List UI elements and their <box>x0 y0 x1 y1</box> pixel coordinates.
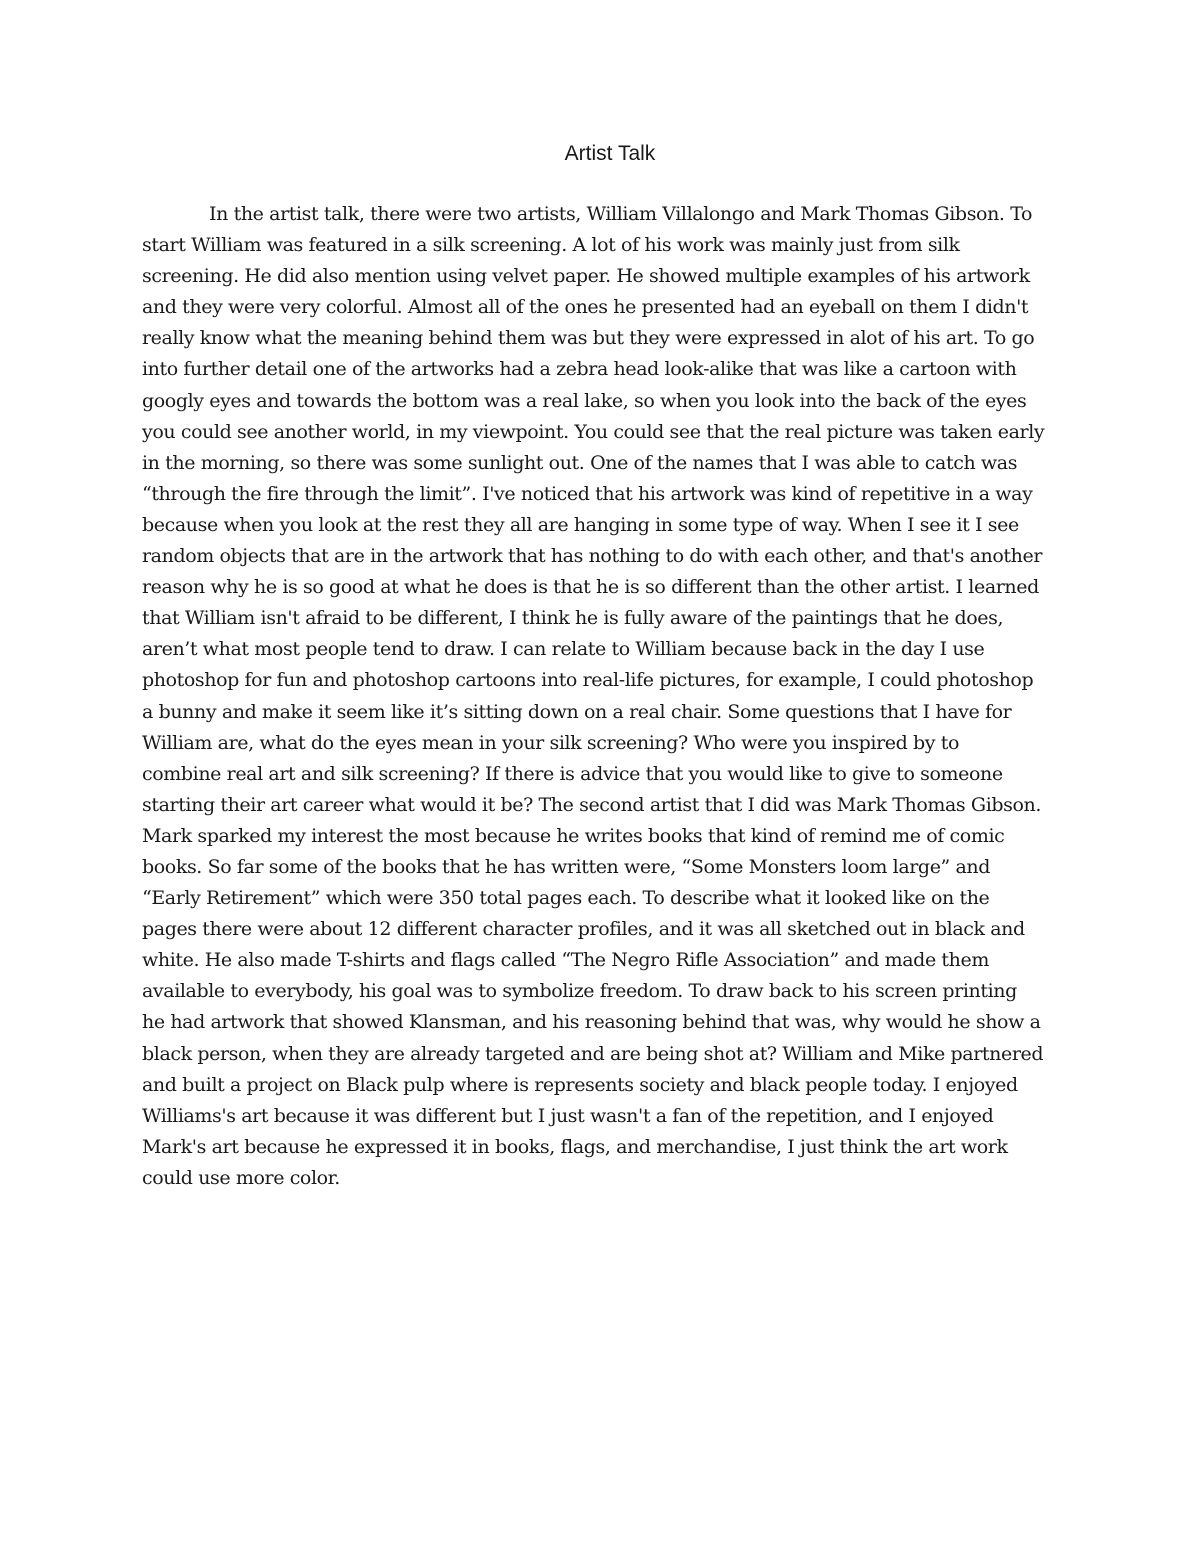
document-title: Artist Talk <box>564 142 656 165</box>
body-line: “through the fire through the limit”. I've noticed that his artwork was kind of repetitive in a way <box>142 482 1033 505</box>
body-line: aren’t what most people tend to draw. I can relate to William because back in the day I use <box>142 638 985 661</box>
body-line: black person, when they are already targeted and are being shot at? William and Mike partnered <box>142 1042 1044 1065</box>
body-line: Mark's art because he expressed it in books, flags, and merchandise, I just think the art work <box>142 1135 1008 1158</box>
body-line: photoshop for fun and photoshop cartoons into real-life pictures, for example, I could photoshop <box>142 669 1034 692</box>
body-line: books. So far some of the books that he has written were, “Some Monsters loom large” and <box>142 855 991 878</box>
body-line: really know what the meaning behind them was but they were expressed in alot of his art. To go <box>142 327 1035 350</box>
body-line: white. He also made T-shirts and flags called “The Negro Rifle Association” and made them <box>142 949 989 972</box>
body-line: he had artwork that showed Klansman, and his reasoning behind that was, why would he show a <box>142 1011 1041 1034</box>
body-line: Williams's art because it was different but I just wasn't a fan of the repetition, and I enjoyed <box>142 1104 994 1127</box>
body-line: screening. He did also mention using velvet paper. He showed multiple examples of his artwork <box>142 265 1030 288</box>
body-line: googly eyes and towards the bottom was a real lake, so when you look into the back of the eyes <box>142 389 1027 412</box>
body-line: starting their art career what would it be? The second artist that I did was Mark Thomas Gibson. <box>142 793 1041 816</box>
body-line: “Early Retirement” which were 350 total pages each. To describe what it looked like on the <box>142 887 990 910</box>
body-line: and they were very colorful. Almost all of the ones he presented had an eyeball on them I didn't <box>142 296 1029 319</box>
body-line: random objects that are in the artwork that has nothing to do with each other, and that's another <box>142 545 1043 568</box>
document-body <box>142 199 1060 1194</box>
body-line: that William isn't afraid to be different, I think he is fully aware of the paintings that he does, <box>142 607 1004 630</box>
body-line: William are, what do the eyes mean in your silk screening? Who were you inspired by to <box>142 731 960 754</box>
body-line: pages there were about 12 different character profiles, and it was all sketched out in black and <box>142 918 1025 941</box>
body-line: you could see another world, in my viewpoint. You could see that the real picture was taken early <box>142 420 1045 443</box>
body-line: Mark sparked my interest the most because he writes books that kind of remind me of comic <box>142 824 1005 847</box>
body-line: In the artist talk, there were two artists, William Villalongo and Mark Thomas Gibson. To <box>209 203 1033 225</box>
body-line: in the morning, so there was some sunlight out. One of the names that I was able to catch was <box>142 451 1018 474</box>
body-line: because when you look at the rest they all are hanging in some type of way. When I see it I see <box>142 513 1019 536</box>
body-line: a bunny and make it seem like it’s sitting down on a real chair. Some questions that I have for <box>142 700 1012 723</box>
body-line: into further detail one of the artworks had a zebra head look-alike that was like a cartoon with <box>142 358 1017 381</box>
body-line: available to everybody, his goal was to symbolize freedom. To draw back to his screen printing <box>142 980 1017 1003</box>
body-line: reason why he is so good at what he does is that he is so different than the other artist. I learned <box>142 576 1039 599</box>
body-line: and built a project on Black pulp where is represents society and black people today. I enjoyed <box>142 1073 1018 1096</box>
body-line: start William was featured in a silk screening. A lot of his work was mainly just from silk <box>142 234 960 257</box>
body-line: combine real art and silk screening? If there is advice that you would like to give to someone <box>142 762 1003 785</box>
body-line: could use more color. <box>142 1166 340 1189</box>
